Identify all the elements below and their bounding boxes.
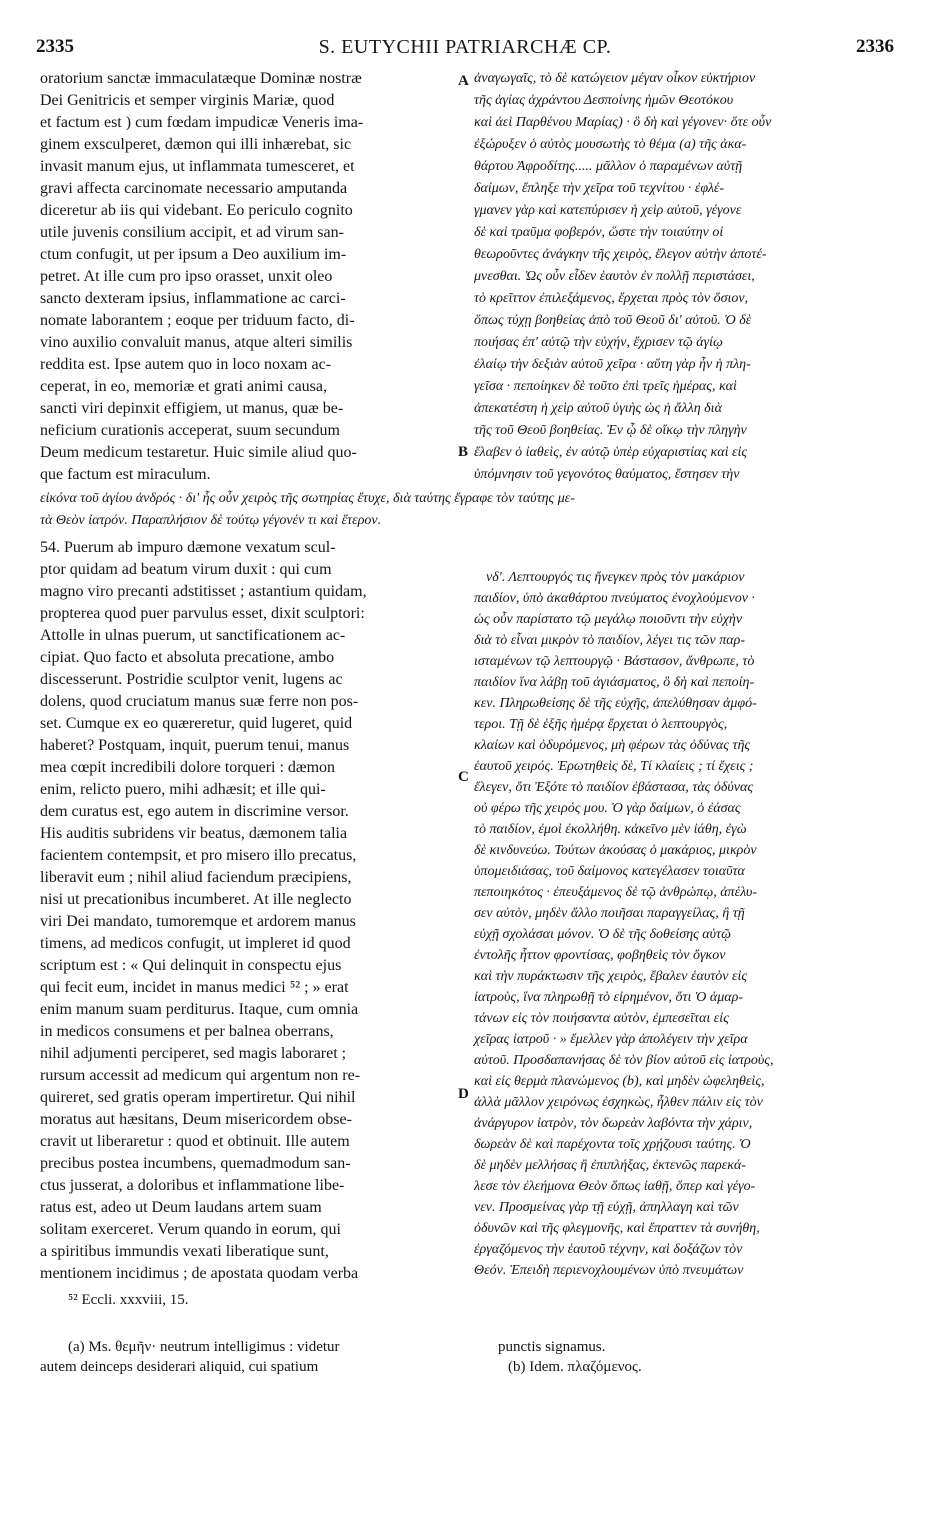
text-line: nisi ut precationibus incumberet. At ille neglecto bbox=[40, 891, 352, 908]
text-line: τῆς τοῦ Θεοῦ βοηθείας. Ἐν ᾧ δὲ οἴκῳ τὴν πληγὴν bbox=[474, 423, 747, 438]
text-line: ἐντολῆς ἧττον φροντίσας, φοβηθεὶς τὸν ὄγκον bbox=[474, 948, 726, 963]
text-line: ctus jusserat, a doloribus et inflammatione libe- bbox=[40, 1177, 345, 1194]
page-number-left: 2335 bbox=[36, 36, 74, 57]
text-line: dolens, quod cruciatum manus suæ ferre non pos- bbox=[40, 693, 359, 710]
text-line: utile juvenis consilium accipit, et ad virum san- bbox=[40, 224, 344, 241]
text-line: oratorium sanctæ immaculatæque Dominæ nostræ bbox=[40, 70, 362, 87]
note-line: (a) Ms. θεμῆν· neutrum intelligimus : videtur bbox=[68, 1339, 340, 1355]
text-line: εἰκόνα τοῦ ἁγίου ἀνδρός · δι' ἧς οὖν χειρὸς τῆς σωτηρίας ἔτυχε, διὰ ταύτης ἔγραφε τὸν ταύτης με- bbox=[40, 491, 575, 506]
text-line: His auditis subridens vir beatus, dæmonem talia bbox=[40, 825, 348, 842]
text-line: ἔλαβεν ὁ ἰαθεὶς, ἐν αὐτῷ ὑπὲρ εὐχαριστίας καὶ εἰς bbox=[474, 445, 748, 460]
text-line: solitam exerceret. Verum quando in eorum, qui bbox=[40, 1221, 341, 1238]
text-line: καὶ τὴν πυράκτωσιν τῆς χειρὸς, ἔβαλεν ἑαυτὸν εἰς bbox=[474, 969, 748, 984]
text-line: sancti viri depinxit effigiem, ut manus, quæ be- bbox=[40, 400, 344, 417]
text-line: ratus est, adeo ut Deum laudans artem suam bbox=[40, 1199, 322, 1216]
text-line: καὶ ἀεὶ Παρθένου Μαρίας) · ὃ δὴ καὶ γέγονεν· ὅτε οὖν bbox=[474, 115, 772, 130]
text-line: a spiritibus immundis vexati liberatique sunt, bbox=[40, 1243, 329, 1260]
text-line: facientem contempsit, et pro misero illo precatus, bbox=[40, 847, 357, 864]
text-line: λεσε τὸν ἐλεήμονα Θεὸν ὅπως ἰαθῇ, ὅπερ καὶ γέγο- bbox=[474, 1179, 756, 1194]
text-line: et factum est ) cum fœdam impudicæ Veneris ima- bbox=[40, 114, 364, 131]
text-line: discesserunt. Postridie sculptor venit, lugens ac bbox=[40, 671, 343, 688]
text-line: ὡς οὖν παρίστατο τῷ μεγάλῳ ποιοῦντι τὴν εὐχὴν bbox=[474, 612, 743, 627]
page-number-right: 2336 bbox=[856, 36, 894, 57]
text-line: ὅπως τύχῃ βοηθείας ἀπὸ τοῦ Θεοῦ δι' αὐτοῦ. Ὁ δὲ bbox=[474, 313, 752, 328]
text-line: gravi affecta carcinomate necessario amputanda bbox=[40, 180, 348, 197]
text-line: πεποιηκότος · ἐπευξάμενος δὲ τῷ ἀνθρώπῳ, ἀπέλυ- bbox=[474, 885, 757, 900]
text-line: ἔλεγεν, ὅτι Ἐξότε τὸ παιδίον ἐβάστασα, τὰς ὀδύνας bbox=[474, 780, 754, 795]
text-line: νεν. Προσμείνας γὰρ τῇ εὐχῇ, ἀπηλλαγη καὶ τῶν bbox=[474, 1200, 739, 1215]
text-line: ποιήσας ἐπ' αὐτῷ τὴν εὐχήν, ἔχρισεν τῷ ἁγίῳ bbox=[474, 335, 723, 350]
running-title: S. EUTYCHII PATRIARCHÆ CP. bbox=[318, 36, 612, 58]
text-line: diceretur ab iis qui videbant. Eo periculo cognito bbox=[40, 202, 353, 219]
text-line: αὐτοῦ. Προσδαπανήσας δὲ τὸν βίον αὐτοῦ εἰς ἰατροὺς, bbox=[474, 1053, 774, 1068]
text-line: Deum medicum testaretur. Huic simile aliud quo- bbox=[40, 444, 357, 461]
text-line: παιδίον ἵνα λάβῃ τοῦ ἁγιάσματος, ὃ δὴ καὶ πεποίη- bbox=[474, 675, 755, 690]
margin-marker-d: D bbox=[458, 1086, 469, 1102]
text-line: ἀλλὰ μᾶλλον χειρόνως ἐσχηκὼς, ἦλθεν πάλιν εἰς τὸν bbox=[474, 1095, 763, 1110]
text-line: ἐλαίῳ τὴν δεξιὰν αὐτοῦ χεῖρα · αὕτη γὰρ ἦν ἡ πλη- bbox=[474, 357, 751, 372]
text-line: petret. At ille cum pro ipso orasset, unxit oleo bbox=[40, 268, 333, 285]
text-line: ὀδυνῶν καὶ τῆς φλεγμονῆς, καὶ ἔπραττεν τὰ συνήθη, bbox=[474, 1221, 760, 1236]
note-line: autem deinceps desiderari aliquid, cui spatium bbox=[40, 1359, 319, 1375]
text-line: ὑπόμνησιν τοῦ γεγονότος θαύματος, ἔστησεν τὴν bbox=[474, 467, 740, 482]
text-line: qui fecit eum, incidet in manus medici ⁵² ; » erat bbox=[40, 979, 349, 996]
text-line: γμανεν γὰρ καὶ κατεπύρισεν ἡ χεὶρ αὐτοῦ, γέγονε bbox=[474, 203, 742, 218]
text-line: ἰατροὺς, ἵνα πληρωθῇ τὸ εἰρημένον, ὅτι Ὁ ἁμαρ- bbox=[474, 990, 744, 1005]
text-line: invasit manum ejus, ut inflammata tumesceret, et bbox=[40, 158, 355, 175]
text-line: moratus aut hæsitans, Deum misericordem obse- bbox=[40, 1111, 352, 1128]
text-line: ισταμένων τῷ λεπτουργῷ · Βάστασον, ἄνθρωπε, τὸ bbox=[474, 654, 755, 669]
text-line: 54. Puerum ab impuro dæmone vexatum scul- bbox=[40, 539, 336, 556]
text-line: nomate laborantem ; eoque per triduum facto, di- bbox=[40, 312, 355, 329]
note-line: punctis signamus. bbox=[498, 1339, 606, 1355]
text-line: ἀνάργυρον ἰατρὸν, τὸν δωρεὰν λαβόντα τὴν χάριν, bbox=[474, 1116, 753, 1131]
text-line: παιδίον, ὑπὸ ἀκαθάρτου πνεύματος ἐνοχλούμενον · bbox=[474, 591, 755, 606]
text-line: enim, relicto puero, mihi adhæsit; et ille qui- bbox=[40, 781, 326, 798]
footnote-scripture: ⁵² Eccli. xxxviii, 15. bbox=[68, 1292, 189, 1308]
text-line: Attolle in ulnas puerum, ut sanctificationem ac- bbox=[40, 627, 346, 644]
text-line: τεροι. Τῇ δὲ ἑξῆς ἡμέρᾳ ἔρχεται ὁ λεπτουργὸς, bbox=[474, 717, 728, 732]
text-line: γεῖσα · πεποίηκεν δὲ τοῦτο ἐπὶ τρεῖς ἡμέρας, καὶ bbox=[474, 379, 737, 394]
text-line: Θεόν. Ἐπειδὴ περιενοχλουμένων ὑπὸ πνευμάτων bbox=[474, 1263, 744, 1278]
page-header bbox=[36, 36, 894, 68]
margin-marker-a: A bbox=[458, 73, 469, 89]
text-line: νδ'. Λεπτουργός τις ἤνεγκεν πρὸς τὸν μακάριον bbox=[486, 570, 745, 585]
text-line: reddita est. Ipse autem quo in loco noxam ac- bbox=[40, 356, 332, 373]
text-line: vino auxilio convaluit manus, atque alteri similis bbox=[40, 334, 353, 351]
text-line: ginem exsculperet, dæmon qui illi inhærebat, sic bbox=[40, 136, 352, 153]
text-line: que factum est miraculum. bbox=[40, 466, 211, 483]
text-line: διὰ τὸ εἶναι μικρὸν τὸ παιδίον, λέγει τις τῶν παρ- bbox=[474, 633, 745, 648]
text-line: ἑαυτοῦ χειρός. Ἐρωτηθεὶς δὲ, Τί κλαίεις ; τί ἔχεις ; bbox=[474, 759, 754, 774]
text-line: sancto dexteram ipsius, inflammatione ac carci- bbox=[40, 290, 346, 307]
text-line: τὸ παιδίον, ἐμοὶ ἐκολλήθη. κἀκεῖνο μὲν ἰάθη, ἐγὼ bbox=[474, 822, 747, 837]
text-line: δαίμων, ἔπληξε τὴν χεῖρα τοῦ τεχνίτου · ἐφλέ- bbox=[474, 181, 725, 196]
text-line: propterea quod puer parvulus esset, dixit sculptori: bbox=[40, 605, 365, 622]
text-line: εὐχῇ σχολάσαι μόνον. Ὁ δὲ τῆς δοθείσης αὐτῷ bbox=[474, 927, 731, 942]
text-line: μνεσθαι. Ὡς οὖν εἶδεν ἑαυτὸν ἐν πολλῇ περιστάσει, bbox=[474, 269, 755, 284]
text-line: viri Dei mandato, tumoremque et ardorem manus bbox=[40, 913, 356, 930]
note-line: (b) Idem. πλαζόμενος. bbox=[508, 1359, 642, 1375]
text-line: ἐργαζόμενος τὴν ἑαυτοῦ τέχνην, καὶ δοξάζων τὸν bbox=[474, 1242, 743, 1257]
text-line: cravit ut liberaretur : quod et obtinuit. Ille autem bbox=[40, 1133, 350, 1150]
text-line: σεν αὐτὸν, μηδὲν ἄλλο ποιῆσαι παραγγείλας, ἢ τῇ bbox=[474, 906, 745, 921]
text-line: set. Cumque ex eo quæreretur, quid lugeret, quid bbox=[40, 715, 353, 732]
text-line: τὰ Θεὸν ἰατρόν. Παραπλήσιον δὲ τούτῳ γέγονέν τι καὶ ἕτερον. bbox=[40, 513, 382, 528]
text-line: δὲ μηδὲν μελλήσας ἢ ἐπιπλήξας, ἐκτενῶς παρεκά- bbox=[474, 1158, 746, 1173]
text-line: Dei Genitricis et semper virginis Mariæ, quod bbox=[40, 92, 335, 109]
text-line: rursum accessit ad medicum qui argentum non re- bbox=[40, 1067, 361, 1084]
text-line: ἀναγωγαῖς, τὸ δὲ κατώγειον μέγαν οἶκον εὐκτήριον bbox=[474, 71, 756, 86]
text-line: ὑπομειδιάσας, τοῦ δαίμονος κατεγέλασεν τοιαῦτα bbox=[474, 864, 745, 879]
text-line: magno viro precanti adstitisset ; astantium quidam, bbox=[40, 583, 367, 600]
text-line: δὲ κινδυνεύω. Τούτων ἀκούσας ὁ μακάριος, μικρὸν bbox=[474, 843, 757, 858]
text-line: mentionem incidimus ; de apostata quodam verba bbox=[40, 1265, 359, 1282]
text-line: δὲ καὶ τραῦμα φοβερόν, ὥστε τὴν τοιαύτην οἱ bbox=[474, 225, 724, 240]
text-line: liberavit eum ; nihil aliud faciendum præcipiens, bbox=[40, 869, 352, 886]
text-line: κεν. Πληρωθείσης δὲ τῆς εὐχῆς, ἀπελύθησαν ἀμφό- bbox=[474, 696, 757, 711]
text-line: οὐ φέρω τῆς χειρός μου. Ὁ γὰρ δαίμων, ὁ ἐάσας bbox=[474, 801, 741, 816]
text-line: τὸ κρεῖττον ἐπιλεξάμενος, ἔρχεται πρὸς τὸν ὅσιον, bbox=[474, 291, 749, 306]
text-line: haberet? Postquam, inquit, puerum tenui, manus bbox=[40, 737, 350, 754]
text-line: cipiat. Quo facto et absoluta precatione, ambo bbox=[40, 649, 335, 666]
text-line: mea cœpit incredibili dolore torqueri : dæmon bbox=[40, 759, 336, 776]
text-line: scriptum est : « Qui delinquit in conspectu ejus bbox=[40, 957, 342, 974]
text-line: χεῖρας ἰατροῦ · » ἔμελλεν γὰρ ἀπολέγειν τὴν χεῖρα bbox=[474, 1032, 748, 1047]
text-line: κλαίων καὶ ὀδυρόμενος, μὴ φέρων τὰς ὀδύνας τῆς bbox=[474, 738, 751, 753]
text-line: timens, ad medicos confugit, ut impleret id quod bbox=[40, 935, 351, 952]
text-line: precibus postea incumbens, quemadmodum san- bbox=[40, 1155, 351, 1172]
text-line: τῆς ἁγίας ἀχράντου Δεσποίνης ἡμῶν Θεοτόκου bbox=[474, 93, 734, 108]
margin-marker-c: C bbox=[458, 769, 469, 785]
text-line: ἀπεκατέστη ἡ χεὶρ αὐτοῦ ὑγιὴς ὡς ἡ ἄλλη διὰ bbox=[474, 401, 722, 416]
text-line: ptor quidam ad beatum virum duxit : qui cum bbox=[40, 561, 332, 578]
text-line: nihil adjumenti perciperet, sed magis laboraret ; bbox=[40, 1045, 347, 1062]
text-line: θεωροῦντες ἀνάγκην τῆς χειρὸς, ἔλεγον αὐτὴν ἀποτέ- bbox=[474, 247, 767, 262]
text-line: θάρτου Ἀφροδίτης..... μᾶλλον ὁ παραμένων αὐτῇ bbox=[474, 159, 743, 174]
text-line: neficium curationis acceperat, suum secundum bbox=[40, 422, 340, 439]
text-line: ceperat, in eo, memoriæ et grati animi causa, bbox=[40, 378, 327, 395]
margin-marker-b: B bbox=[458, 444, 469, 460]
text-line: δωρεὰν δὲ καὶ παρέχοντα τοῖς χρῄζουσι ταύτης. Ὁ bbox=[474, 1137, 751, 1152]
text-line: quireret, sed gratis operam impertiretur. Qui nihil bbox=[40, 1089, 356, 1106]
text-line: καὶ εἰς θερμὰ πλανώμενος (b), καὶ μηδὲν ὠφεληθεὶς, bbox=[474, 1074, 765, 1089]
text-line: ἐξώρυξεν ὁ αὐτὸς μουσωτὴς τὸ θέμα (a) τῆς ἀκα- bbox=[474, 137, 747, 152]
text-line: τάνων εἰς τὸν ποιήσαντα αὐτὸν, ἐμπεσεῖται εἰς bbox=[474, 1011, 729, 1026]
text-line: ctum confugit, ut per ipsum a Deo auxilium im- bbox=[40, 246, 347, 263]
text-line: enim manum suam perditurus. Itaque, cum omnia bbox=[40, 1001, 359, 1018]
text-line: in medicos consumens et per balnea oberrans, bbox=[40, 1023, 334, 1040]
text-line: dem curatus est, ego autem in discrimine versor. bbox=[40, 803, 349, 820]
